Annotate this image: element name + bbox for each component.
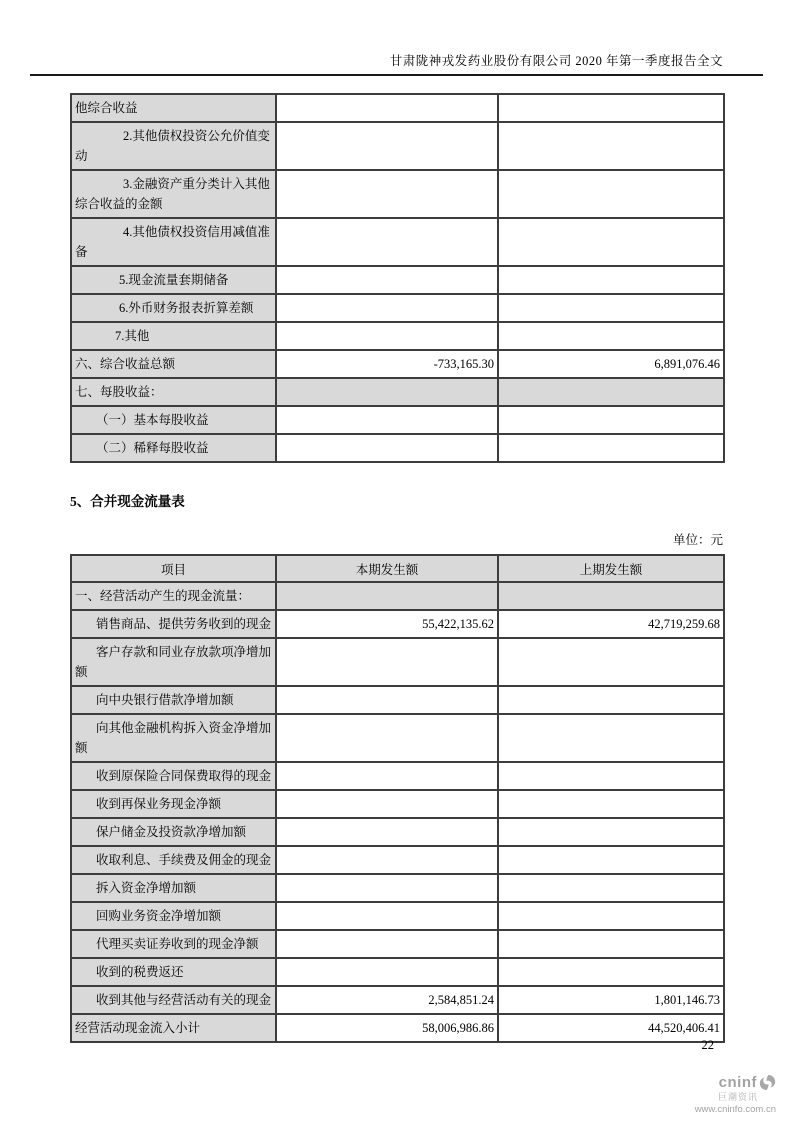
prior-period-value-cell [498,294,724,322]
page-number: 22 [701,1038,714,1052]
current-period-value-cell [276,714,498,762]
table-row [71,218,724,266]
prior-period-value-cell [498,582,724,610]
prior-period-value-cell [498,686,724,714]
column-header-prior-period: 上期发生额 [498,555,724,582]
current-period-value-cell [276,686,498,714]
prior-period-value-cell [498,378,724,406]
prior-period-value-cell [498,218,724,266]
prior-period-value-cell [498,322,724,350]
current-period-value-cell [276,322,498,350]
current-period-value-cell [276,958,498,986]
item-cell: 回购业务资金净增加额 [71,902,276,930]
current-period-value-cell: 55,422,135.62 [276,610,498,638]
prior-period-value-cell [498,846,724,874]
column-header-current-period: 本期发生额 [276,555,498,582]
item-cell: 保户储金及投资款净增加额 [71,818,276,846]
current-period-value-cell [276,434,498,462]
prior-period-value-cell [498,406,724,434]
table-row [71,266,724,294]
item-cell: 收到其他与经营活动有关的现金 [71,986,276,1014]
table-row [71,406,724,434]
table-row [71,986,724,1014]
comprehensive-income-table [70,93,725,463]
item-cell: 七、每股收益： [71,378,276,406]
table-row [71,874,724,902]
cninfo-url: www.cninfo.com.cn [694,1104,776,1115]
item-cell: 向其他金融机构拆入资金净增加额 [71,714,276,762]
current-period-value-cell [276,818,498,846]
table-row [71,294,724,322]
page-content [70,93,723,1043]
current-period-value-cell [276,218,498,266]
table-row [71,434,724,462]
document-header-title: 甘肃陇神戎发药业股份有限公司 2020 年第一季度报告全文 [389,54,723,68]
current-period-value-cell: -733,165.30 [276,350,498,378]
item-cell: 客户存款和同业存放款项净增加额 [71,638,276,686]
current-period-value-cell: 58,006,986.86 [276,1014,498,1042]
prior-period-value-cell [498,762,724,790]
item-cell: 他综合收益 [71,94,276,122]
prior-period-value-cell [498,790,724,818]
table-row [71,350,724,378]
cash-flow-table [70,554,725,1043]
item-cell: （二）稀释每股收益 [71,434,276,462]
item-cell: 收取利息、手续费及佣金的现金 [71,846,276,874]
item-cell: 6.外币财务报表折算差额 [71,294,276,322]
table-row [71,714,724,762]
item-cell: 一、经营活动产生的现金流量： [71,582,276,610]
table-row [71,930,724,958]
current-period-value-cell [276,638,498,686]
section-title: 5、合并现金流量表 [70,494,185,509]
prior-period-value-cell [498,958,724,986]
table-row [71,818,724,846]
cninfo-logo-top [695,1074,776,1091]
item-cell: （一）基本每股收益 [71,406,276,434]
table-row [71,582,724,610]
item-cell: 销售商品、提供劳务收到的现金 [71,610,276,638]
table-row [71,846,724,874]
prior-period-value-cell [498,170,724,218]
prior-period-value-cell [498,714,724,762]
current-period-value-cell [276,266,498,294]
item-cell: 7.其他 [71,322,276,350]
item-cell: 4.其他债权投资信用减值准备 [71,218,276,266]
prior-period-value-cell [498,818,724,846]
table-row [71,122,724,170]
prior-period-value-cell [498,930,724,958]
item-cell: 收到原保险合同保费取得的现金 [71,762,276,790]
item-cell: 收到再保业务现金净额 [71,790,276,818]
table-row [71,686,724,714]
prior-period-value-cell [498,638,724,686]
current-period-value-cell [276,122,498,170]
current-period-value-cell [276,406,498,434]
table-row [71,170,724,218]
table-row [71,902,724,930]
table-row [71,322,724,350]
current-period-value-cell [276,902,498,930]
cninfo-logo [695,1074,776,1115]
current-period-value-cell [276,930,498,958]
column-header-item: 项目 [71,555,276,582]
table-row [71,94,724,122]
item-cell: 3.金融资产重分类计入其他综合收益的金额 [71,170,276,218]
table-row [71,1014,724,1042]
item-cell: 经营活动现金流入小计 [71,1014,276,1042]
table-row [71,610,724,638]
table-row [71,958,724,986]
prior-period-value-cell [498,434,724,462]
prior-period-value-cell [498,902,724,930]
prior-period-value-cell: 6,891,076.46 [498,350,724,378]
item-cell: 收到的税费返还 [71,958,276,986]
prior-period-value-cell: 42,719,259.68 [498,610,724,638]
prior-period-value-cell [498,94,724,122]
current-period-value-cell [276,94,498,122]
current-period-value-cell [276,874,498,902]
cninfo-brand-text: cninf [718,1074,757,1091]
item-cell: 2.其他债权投资公允价值变动 [71,122,276,170]
prior-period-value-cell [498,874,724,902]
current-period-value-cell [276,762,498,790]
unit-label: 单位：元 [672,533,723,547]
cninfo-subtitle: 巨潮资讯 [717,1092,758,1102]
prior-period-value-cell: 1,801,146.73 [498,986,724,1014]
prior-period-value-cell: 44,520,406.41 [498,1014,724,1042]
cninfo-swirl-icon [759,1074,776,1091]
current-period-value-cell [276,582,498,610]
item-cell: 5.现金流量套期储备 [71,266,276,294]
item-cell: 向中央银行借款净增加额 [71,686,276,714]
table-row [71,638,724,686]
table-header-row [71,555,724,582]
item-cell: 拆入资金净增加额 [71,874,276,902]
current-period-value-cell [276,294,498,322]
current-period-value-cell [276,846,498,874]
table-row [71,762,724,790]
prior-period-value-cell [498,266,724,294]
current-period-value-cell [276,790,498,818]
table-row [71,790,724,818]
table-row [71,378,724,406]
prior-period-value-cell [498,122,724,170]
current-period-value-cell: 2,584,851.24 [276,986,498,1014]
item-cell: 代理买卖证券收到的现金净额 [71,930,276,958]
current-period-value-cell [276,378,498,406]
current-period-value-cell [276,170,498,218]
header-divider [30,74,763,76]
item-cell: 六、综合收益总额 [71,350,276,378]
